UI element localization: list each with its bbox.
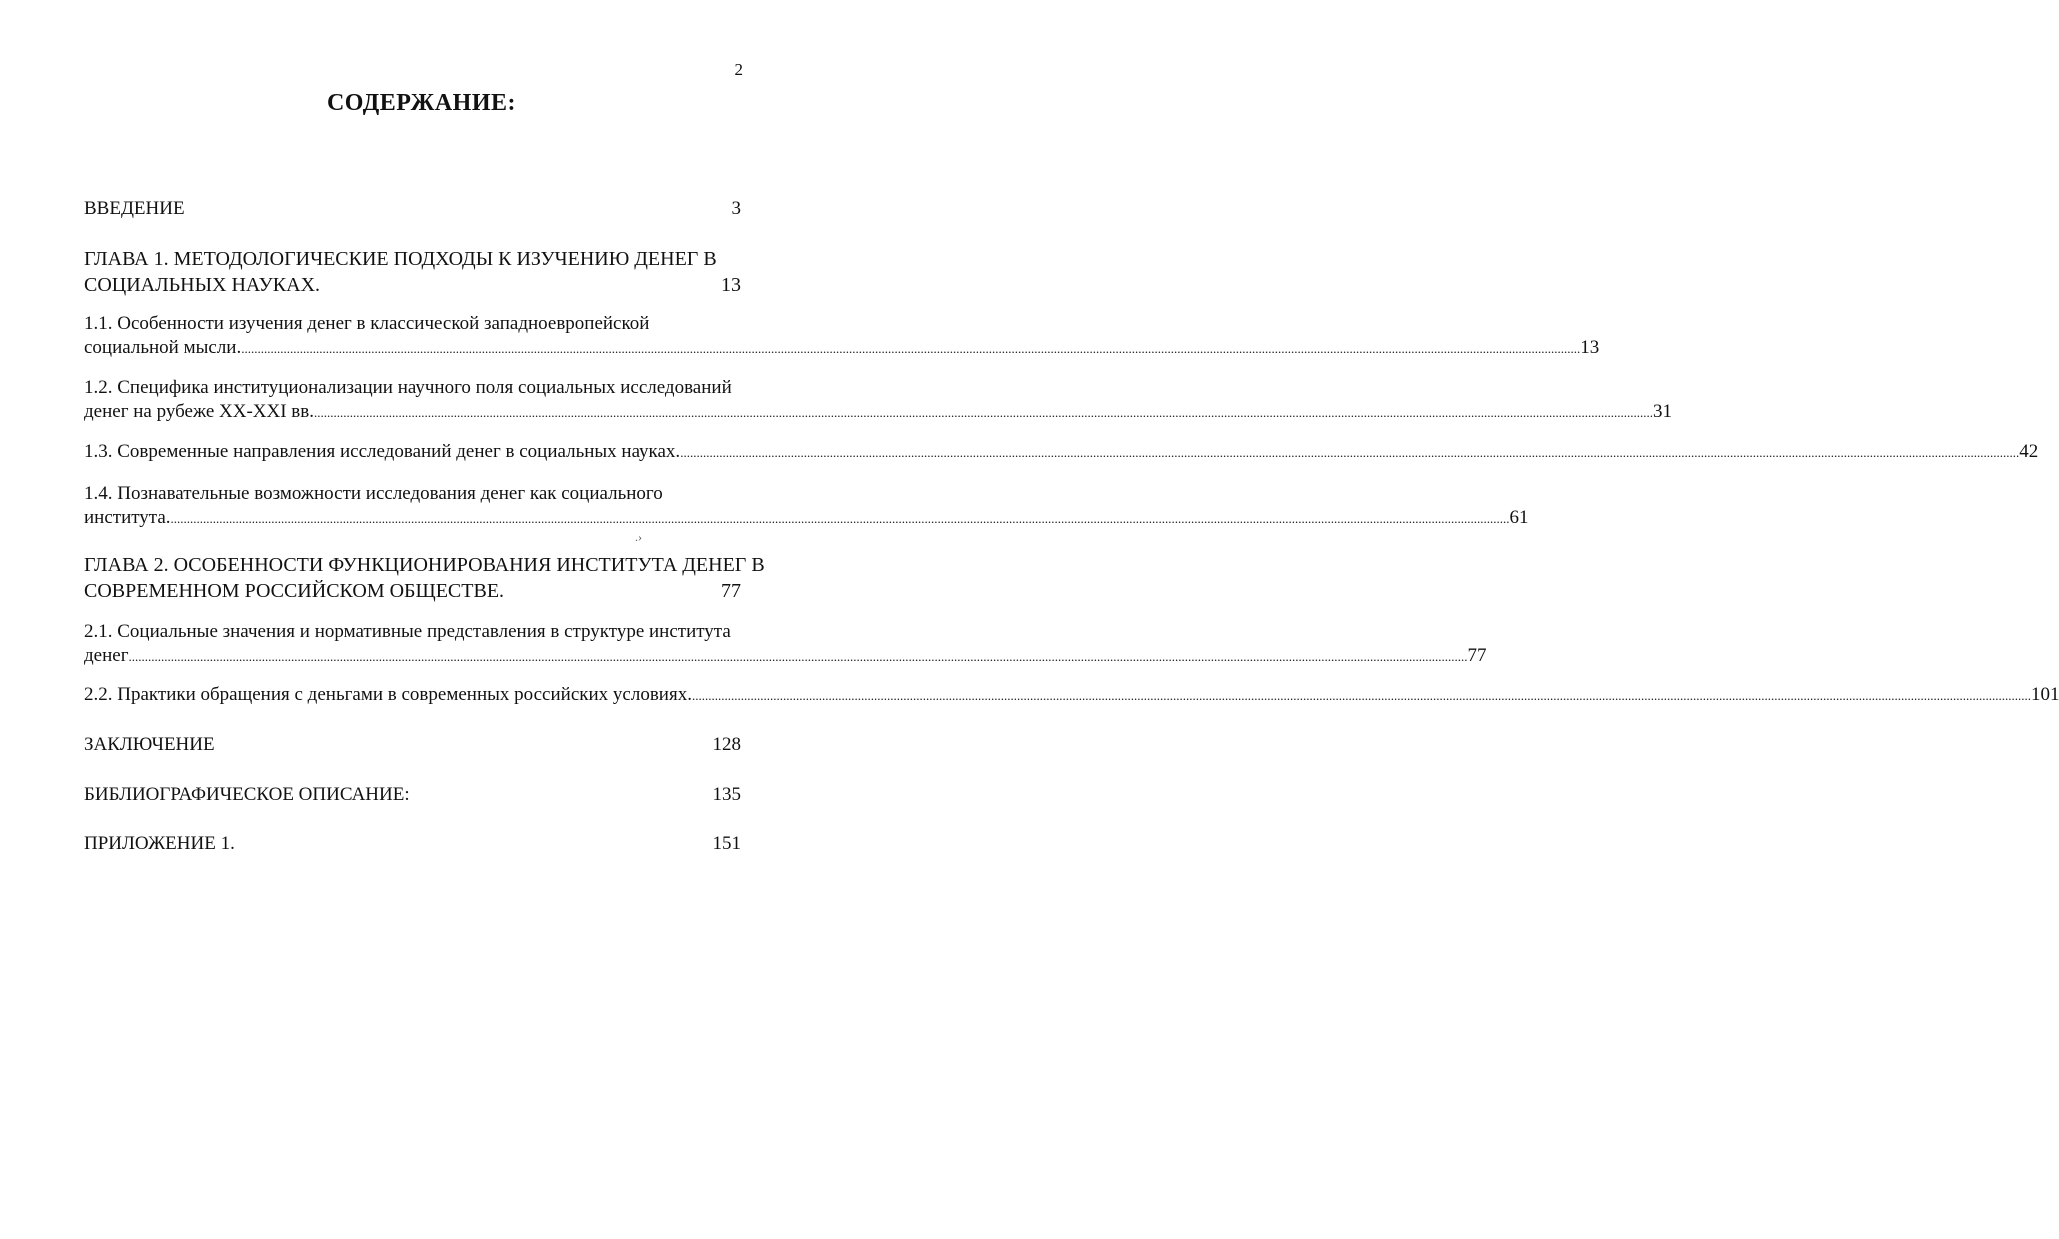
toc-entry-page: 61 <box>1509 507 1529 528</box>
toc-entry-conclusion[interactable] <box>84 733 741 757</box>
toc-entry-bibliography[interactable] <box>84 783 741 807</box>
toc-entry-1-3[interactable] <box>84 440 2039 464</box>
toc-entry-1-1[interactable] <box>84 312 1600 360</box>
toc-entry-page: 13 <box>721 274 741 296</box>
dot-leader <box>129 650 1468 663</box>
page-number: 2 <box>734 60 743 79</box>
toc-entry-label-line2: СОВРЕМЕННОМ РОССИЙСКОМ ОБЩЕСТВЕ. <box>84 580 505 602</box>
toc-entry-label: БИБЛИОГРАФИЧЕСКОЕ ОПИСАНИЕ: <box>84 784 410 805</box>
dot-leader <box>680 446 2019 459</box>
toc-entry-label-line1: ГЛАВА 2. ОСОБЕННОСТИ ФУНКЦИОНИРОВАНИЯ ИНСТИТУТА ДЕНЕГ В <box>84 554 765 576</box>
toc-entry-label: ЗАКЛЮЧЕНИЕ <box>84 734 215 755</box>
toc-entry-page: 77 <box>1467 645 1487 666</box>
toc-entry-1-4[interactable] <box>84 482 1529 530</box>
page-title: СОДЕРЖАНИЕ: <box>326 90 517 116</box>
toc-entry-chapter-2[interactable] <box>84 552 765 604</box>
toc-entry-label-line2: денег <box>84 645 129 666</box>
dot-leader <box>692 689 2031 702</box>
dot-leader <box>241 342 1580 355</box>
toc-entry-page: 135 <box>712 784 741 805</box>
toc-entry-page: 77 <box>721 580 741 602</box>
toc-entry-label-line1: 1.1. Особенности изучения денег в классической западноевропейской <box>84 313 650 334</box>
toc-entry-introduction[interactable] <box>84 197 741 221</box>
toc-entry-label-line1: ГЛАВА 1. МЕТОДОЛОГИЧЕСКИЕ ПОДХОДЫ К ИЗУЧЕНИЮ ДЕНЕГ В <box>84 248 717 270</box>
toc-entry-label-line2: СОЦИАЛЬНЫХ НАУКАХ. <box>84 274 321 296</box>
toc-entry-page: 31 <box>1653 401 1672 422</box>
toc-entry-2-1[interactable] <box>84 620 1487 668</box>
toc-entry-page: 101 <box>2030 684 2059 705</box>
toc-entry-2-2[interactable] <box>84 683 2059 707</box>
toc-entry-label-line2: социальной мысли. <box>84 337 242 358</box>
toc-entry-page: 3 <box>731 198 741 219</box>
toc-entry-page: 151 <box>712 833 741 854</box>
toc-entry-page: 13 <box>1580 337 1600 358</box>
toc-entry-label-line1: 1.4. Познавательные возможности исследования денег как социального <box>84 483 663 504</box>
toc-entry-label: 1.3. Современные направления исследований денег в социальных науках. <box>84 441 681 462</box>
dot-leader <box>171 512 1510 525</box>
toc-entry-page: 42 <box>2019 441 2039 462</box>
toc-entry-label-line2: денег на рубеже XX-XXI вв. <box>84 401 314 422</box>
toc-entry-1-2[interactable] <box>84 376 1672 424</box>
dot-leader <box>314 406 1653 419</box>
scan-mark: .› <box>635 530 642 544</box>
toc-entry-label-line2: института. <box>84 507 171 528</box>
toc-entry-chapter-1[interactable] <box>84 246 741 298</box>
toc-entry-label: ПРИЛОЖЕНИЕ 1. <box>84 833 235 854</box>
toc-entry-label-line1: 1.2. Специфика институционализации научного поля социальных исследований <box>84 377 732 398</box>
toc-entry-label: 2.2. Практики обращения с деньгами в современных российских условиях. <box>84 684 692 705</box>
toc-entry-appendix-1[interactable] <box>84 832 741 856</box>
toc-entry-label-line1: 2.1. Социальные значения и нормативные представления в структуре института <box>84 621 731 642</box>
toc-entry-label: ВВЕДЕНИЕ <box>84 198 185 219</box>
toc-entry-page: 128 <box>712 734 741 755</box>
